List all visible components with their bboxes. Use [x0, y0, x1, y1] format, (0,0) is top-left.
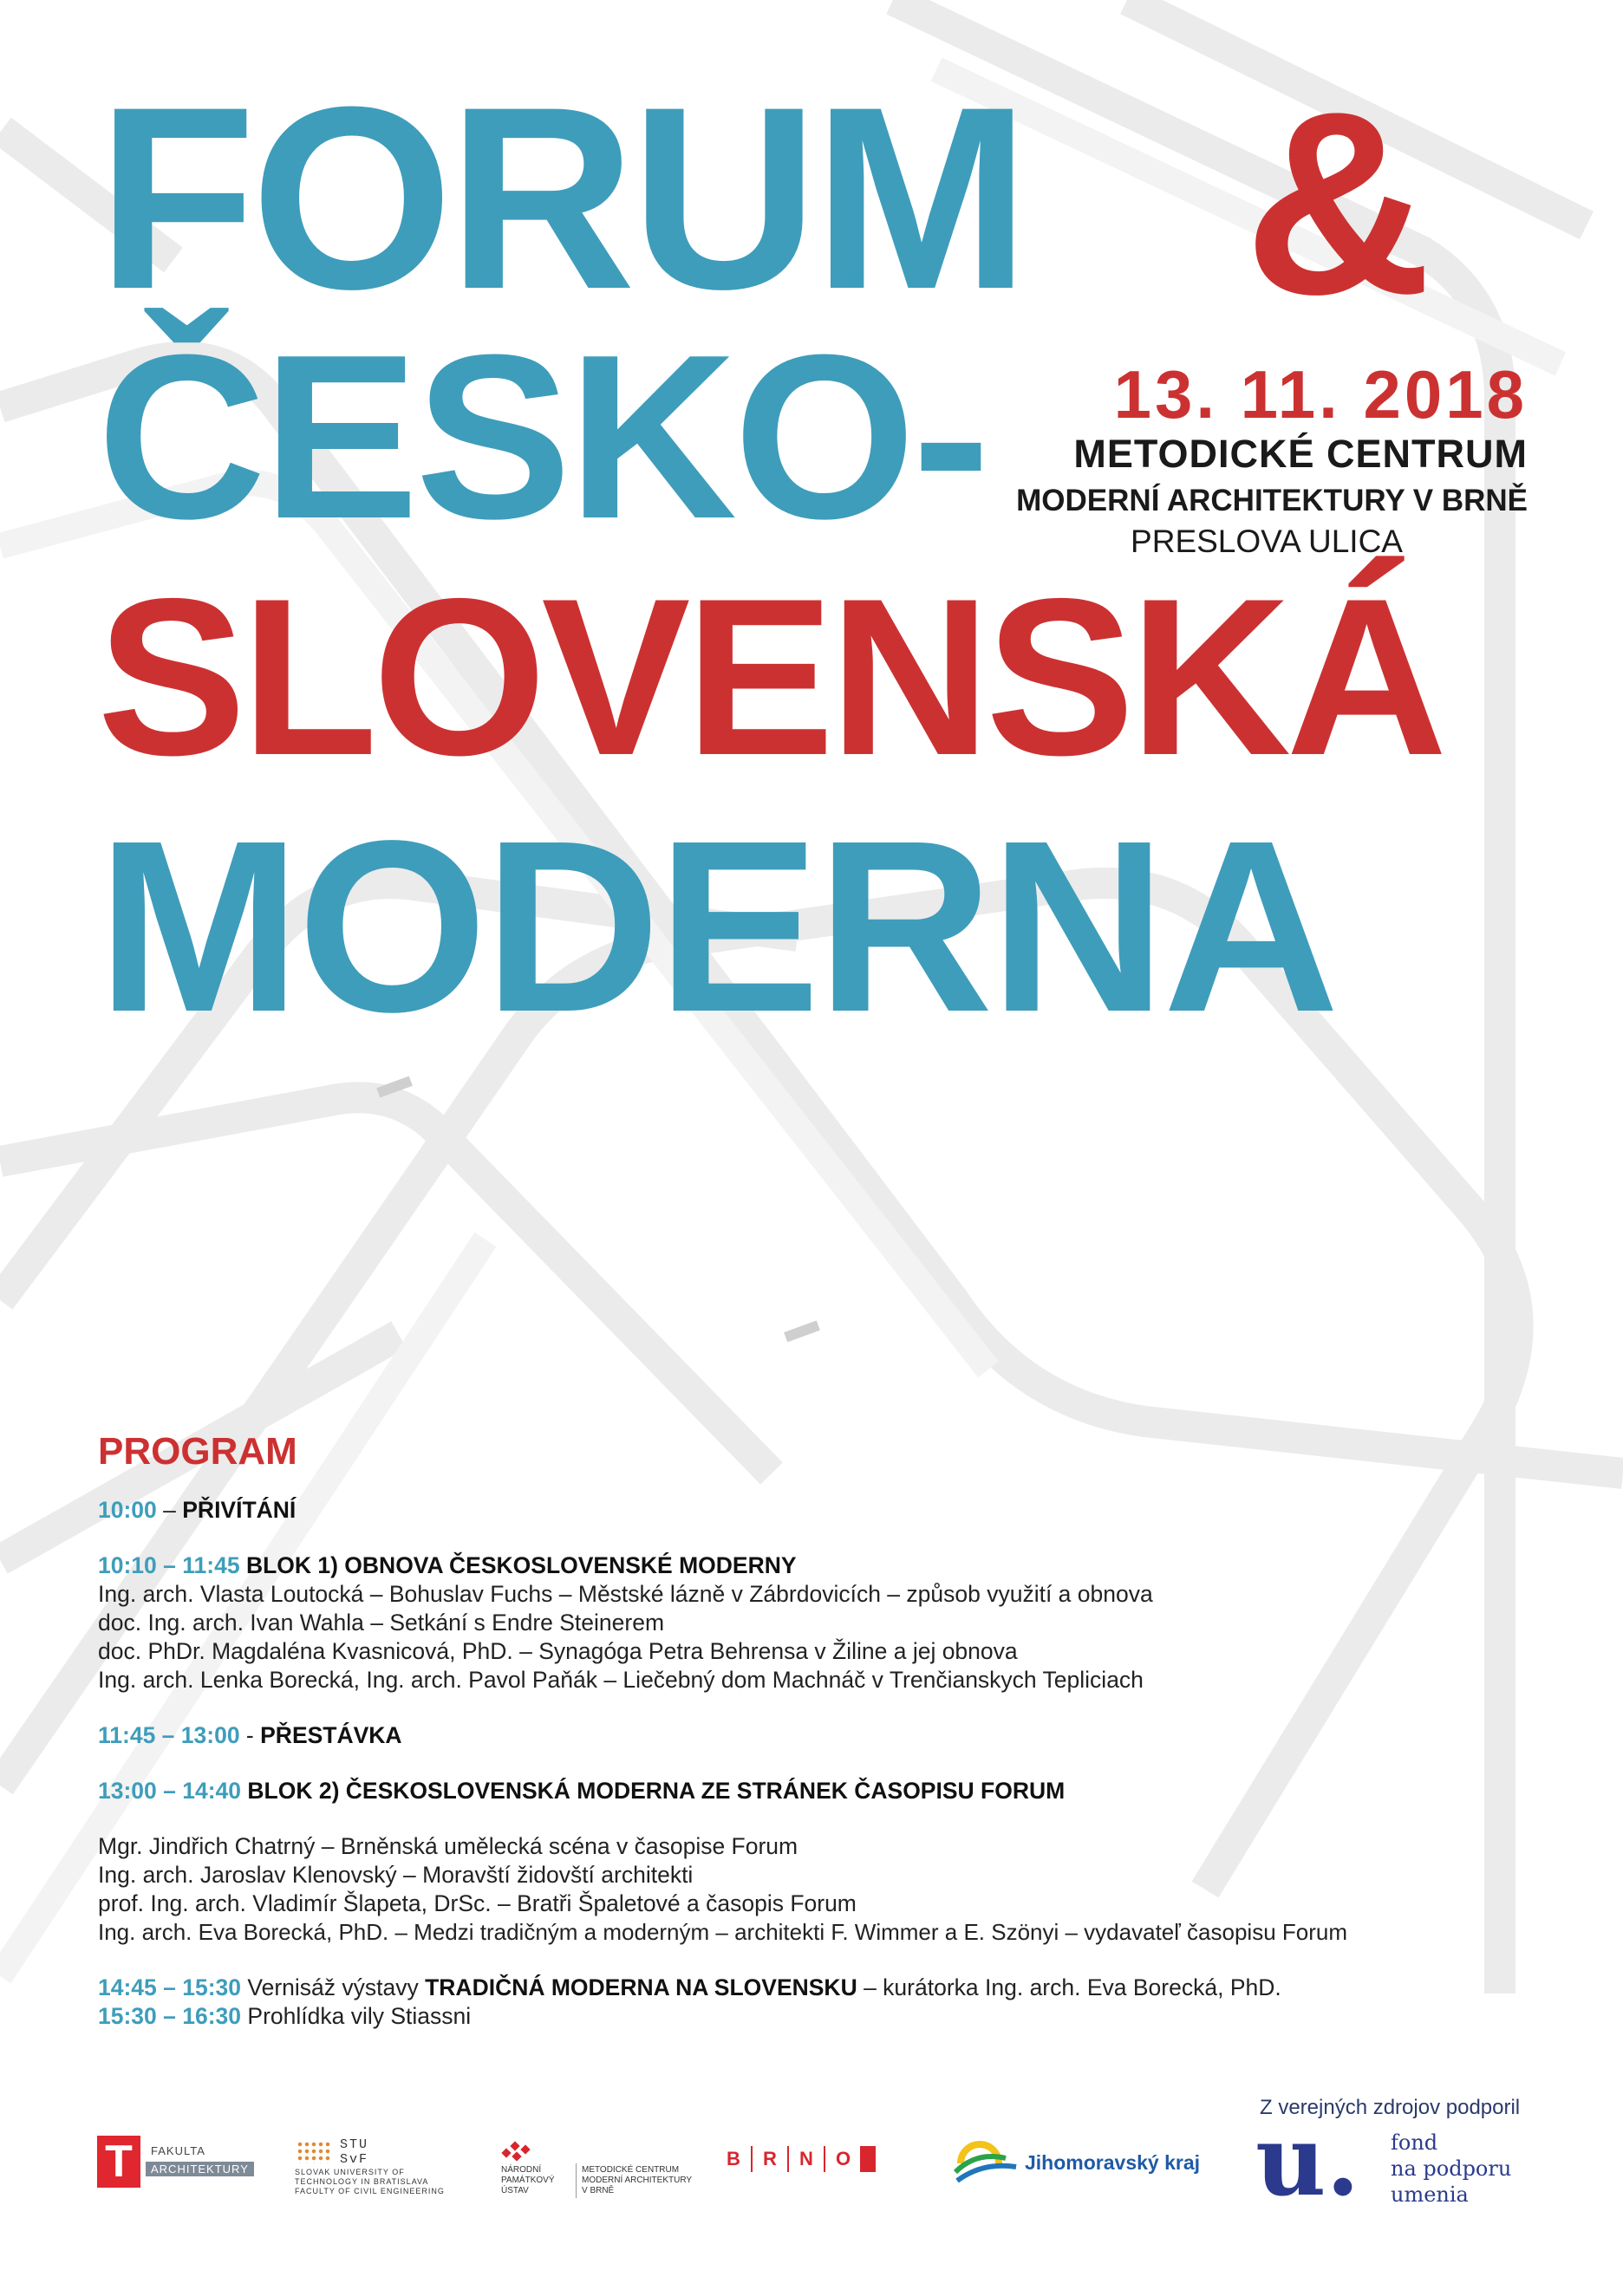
block2-label: BLOK 2) ČESKOSLOVENSKÁ MODERNA ZE STRÁNEK ČASOPISU FORUM	[247, 1778, 1066, 1804]
brno-divider	[787, 2146, 789, 2172]
fakulta-line1: FAKULTA	[151, 2144, 205, 2157]
program-section	[98, 1430, 1528, 2031]
block1-talk: Ing. arch. Vlasta Loutocká – Bohuslav Fuchs – Městské lázně v Zábrdovicích – způsob využití a obnova	[98, 1581, 1153, 1607]
program-block2-header	[98, 1777, 1528, 1805]
fakulta-architektury-logo	[97, 2136, 253, 2188]
npu-mc-line2: MODERNÍ ARCHITEKTURY	[582, 2176, 693, 2185]
brno-divider	[751, 2146, 753, 2172]
event-date: 13. 11. 2018	[1113, 356, 1528, 433]
block1-label: BLOK 1) OBNOVA ČESKOSLOVENSKÉ MODERNY	[245, 1552, 797, 1578]
exhibition-pre: Vernisáž výstavy	[241, 1974, 426, 2000]
stu-svf-logo	[295, 2137, 460, 2195]
program-break	[98, 1721, 1528, 1750]
block1-talk: doc. PhDr. Magdaléna Kvasnicová, PhD. – Synagóga Petra Behrensa v Žiline a jej obnova	[98, 1638, 1018, 1664]
jmk-emblem-icon	[954, 2132, 1020, 2184]
brno-divider	[824, 2146, 825, 2172]
block1-time: 10:10 – 11:45	[98, 1552, 240, 1578]
venue-street: PRESLOVA ULICA	[1131, 524, 1403, 559]
break-label: PŘESTÁVKA	[260, 1722, 402, 1748]
stu-line1: SLOVAK UNIVERSITY OF	[295, 2168, 405, 2176]
npu-logo	[501, 2141, 701, 2202]
fpu-line1: fond	[1391, 2130, 1438, 2155]
fpu-line2: na podporu	[1391, 2156, 1512, 2181]
program-heading: PROGRAM	[98, 1430, 297, 1473]
exhibition-post: – kurátorka Ing. arch. Eva Borecká, PhD.	[857, 1974, 1281, 2000]
brno-red-block	[860, 2146, 876, 2172]
title-slovenska: SLOVENSKÁ	[97, 551, 1443, 802]
block1-talk: doc. Ing. arch. Ivan Wahla – Setkání s Endre Steinerem	[98, 1610, 665, 1636]
tour-text: Prohlídka vily Stiassni	[241, 2003, 472, 2029]
track-tie	[784, 1321, 820, 1343]
title-moderna: MODERNA	[97, 790, 1336, 1063]
fpu-mark: u.	[1255, 2104, 1360, 2218]
exhibition-label: TRADIČNÁ MODERNA NA SLOVENSKU	[425, 1974, 857, 2000]
exhibition-time: 14:45 – 15:30	[98, 1974, 242, 2000]
brno-letter: B	[727, 2148, 740, 2169]
npu-mc-line1: METODICKÉ CENTRUM	[582, 2165, 680, 2175]
brno-letter: N	[799, 2148, 813, 2169]
fakulta-line2: ARCHITEKTURY	[146, 2162, 254, 2176]
stu-line2: TECHNOLOGY IN BRATISLAVA	[295, 2177, 429, 2186]
program-tour	[98, 2002, 1528, 2031]
support-text: Z verejných zdrojov podporil	[1260, 2096, 1521, 2119]
venue-line-1: METODICKÉ CENTRUM	[1073, 432, 1528, 476]
fpu-line3: umenia	[1391, 2182, 1469, 2207]
venue-line-2: MODERNÍ ARCHITEKTURY V BRNĚ	[1016, 484, 1528, 517]
welcome-label: PŘIVÍTÁNÍ	[182, 1497, 297, 1523]
block2-talk: Ing. arch. Jaroslav Klenovský – Moravští židovští architekti	[98, 1862, 694, 1888]
block2-time: 13:00 – 14:40	[98, 1778, 242, 1804]
welcome-separator: –	[156, 1497, 183, 1523]
brno-letter: R	[763, 2148, 777, 2169]
title-cesko: ČESKO-	[97, 307, 987, 568]
npu-mark-icon	[501, 2141, 539, 2163]
npu-mc-line3: V BRNĚ	[582, 2186, 615, 2195]
title-ampersand: &	[1244, 57, 1432, 348]
npu-line2: PAMÁTKOVÝ	[501, 2176, 555, 2185]
welcome-time: 10:00	[98, 1497, 157, 1523]
jmk-name: Jihomoravský kraj	[1025, 2151, 1201, 2174]
block2-talk: prof. Ing. arch. Vladimír Šlapeta, DrSc. – Bratři Špaletové a časopis Forum	[98, 1890, 857, 1916]
program-block1-header	[98, 1551, 1528, 1580]
stu-faculty-short: SvF	[340, 2152, 369, 2167]
block1-talk: Ing. arch. Lenka Borecká, Ing. arch. Pavol Paňák – Liečebný dom Machnáč v Trenčianskych Tepliciach	[98, 1667, 1144, 1693]
jihomoravsky-kraj-logo	[954, 2132, 1214, 2184]
stu-line3: FACULTY OF CIVIL ENGINEERING	[295, 2187, 445, 2195]
break-time: 11:45 – 13:00	[98, 1722, 240, 1748]
program-welcome	[98, 1496, 1528, 1525]
program-exhibition	[98, 1974, 1528, 2002]
brno-logo	[727, 2146, 926, 2176]
npu-line3: ÚSTAV	[501, 2186, 529, 2195]
block2-talk: Mgr. Jindřich Chatrný – Brněnská umělecká scéna v časopise Forum	[98, 1833, 798, 1859]
stu-name: STU	[340, 2137, 369, 2152]
title-forum: FORUM	[97, 52, 1025, 343]
stu-dots-icon	[297, 2141, 331, 2163]
brno-letter: O	[836, 2148, 851, 2169]
npu-divider	[576, 2163, 577, 2198]
break-separator: -	[239, 1722, 261, 1748]
npu-line1: NÁRODNÍ	[501, 2165, 542, 2175]
fakulta-t-mark: T	[97, 2136, 140, 2188]
tour-time: 15:30 – 16:30	[98, 2003, 242, 2029]
block2-talk: Ing. arch. Eva Borecká, PhD. – Medzi tradičným a moderným – architekti F. Wimmer a E. Szönyi – vydavateľ časopisu Forum	[98, 1919, 1348, 1945]
